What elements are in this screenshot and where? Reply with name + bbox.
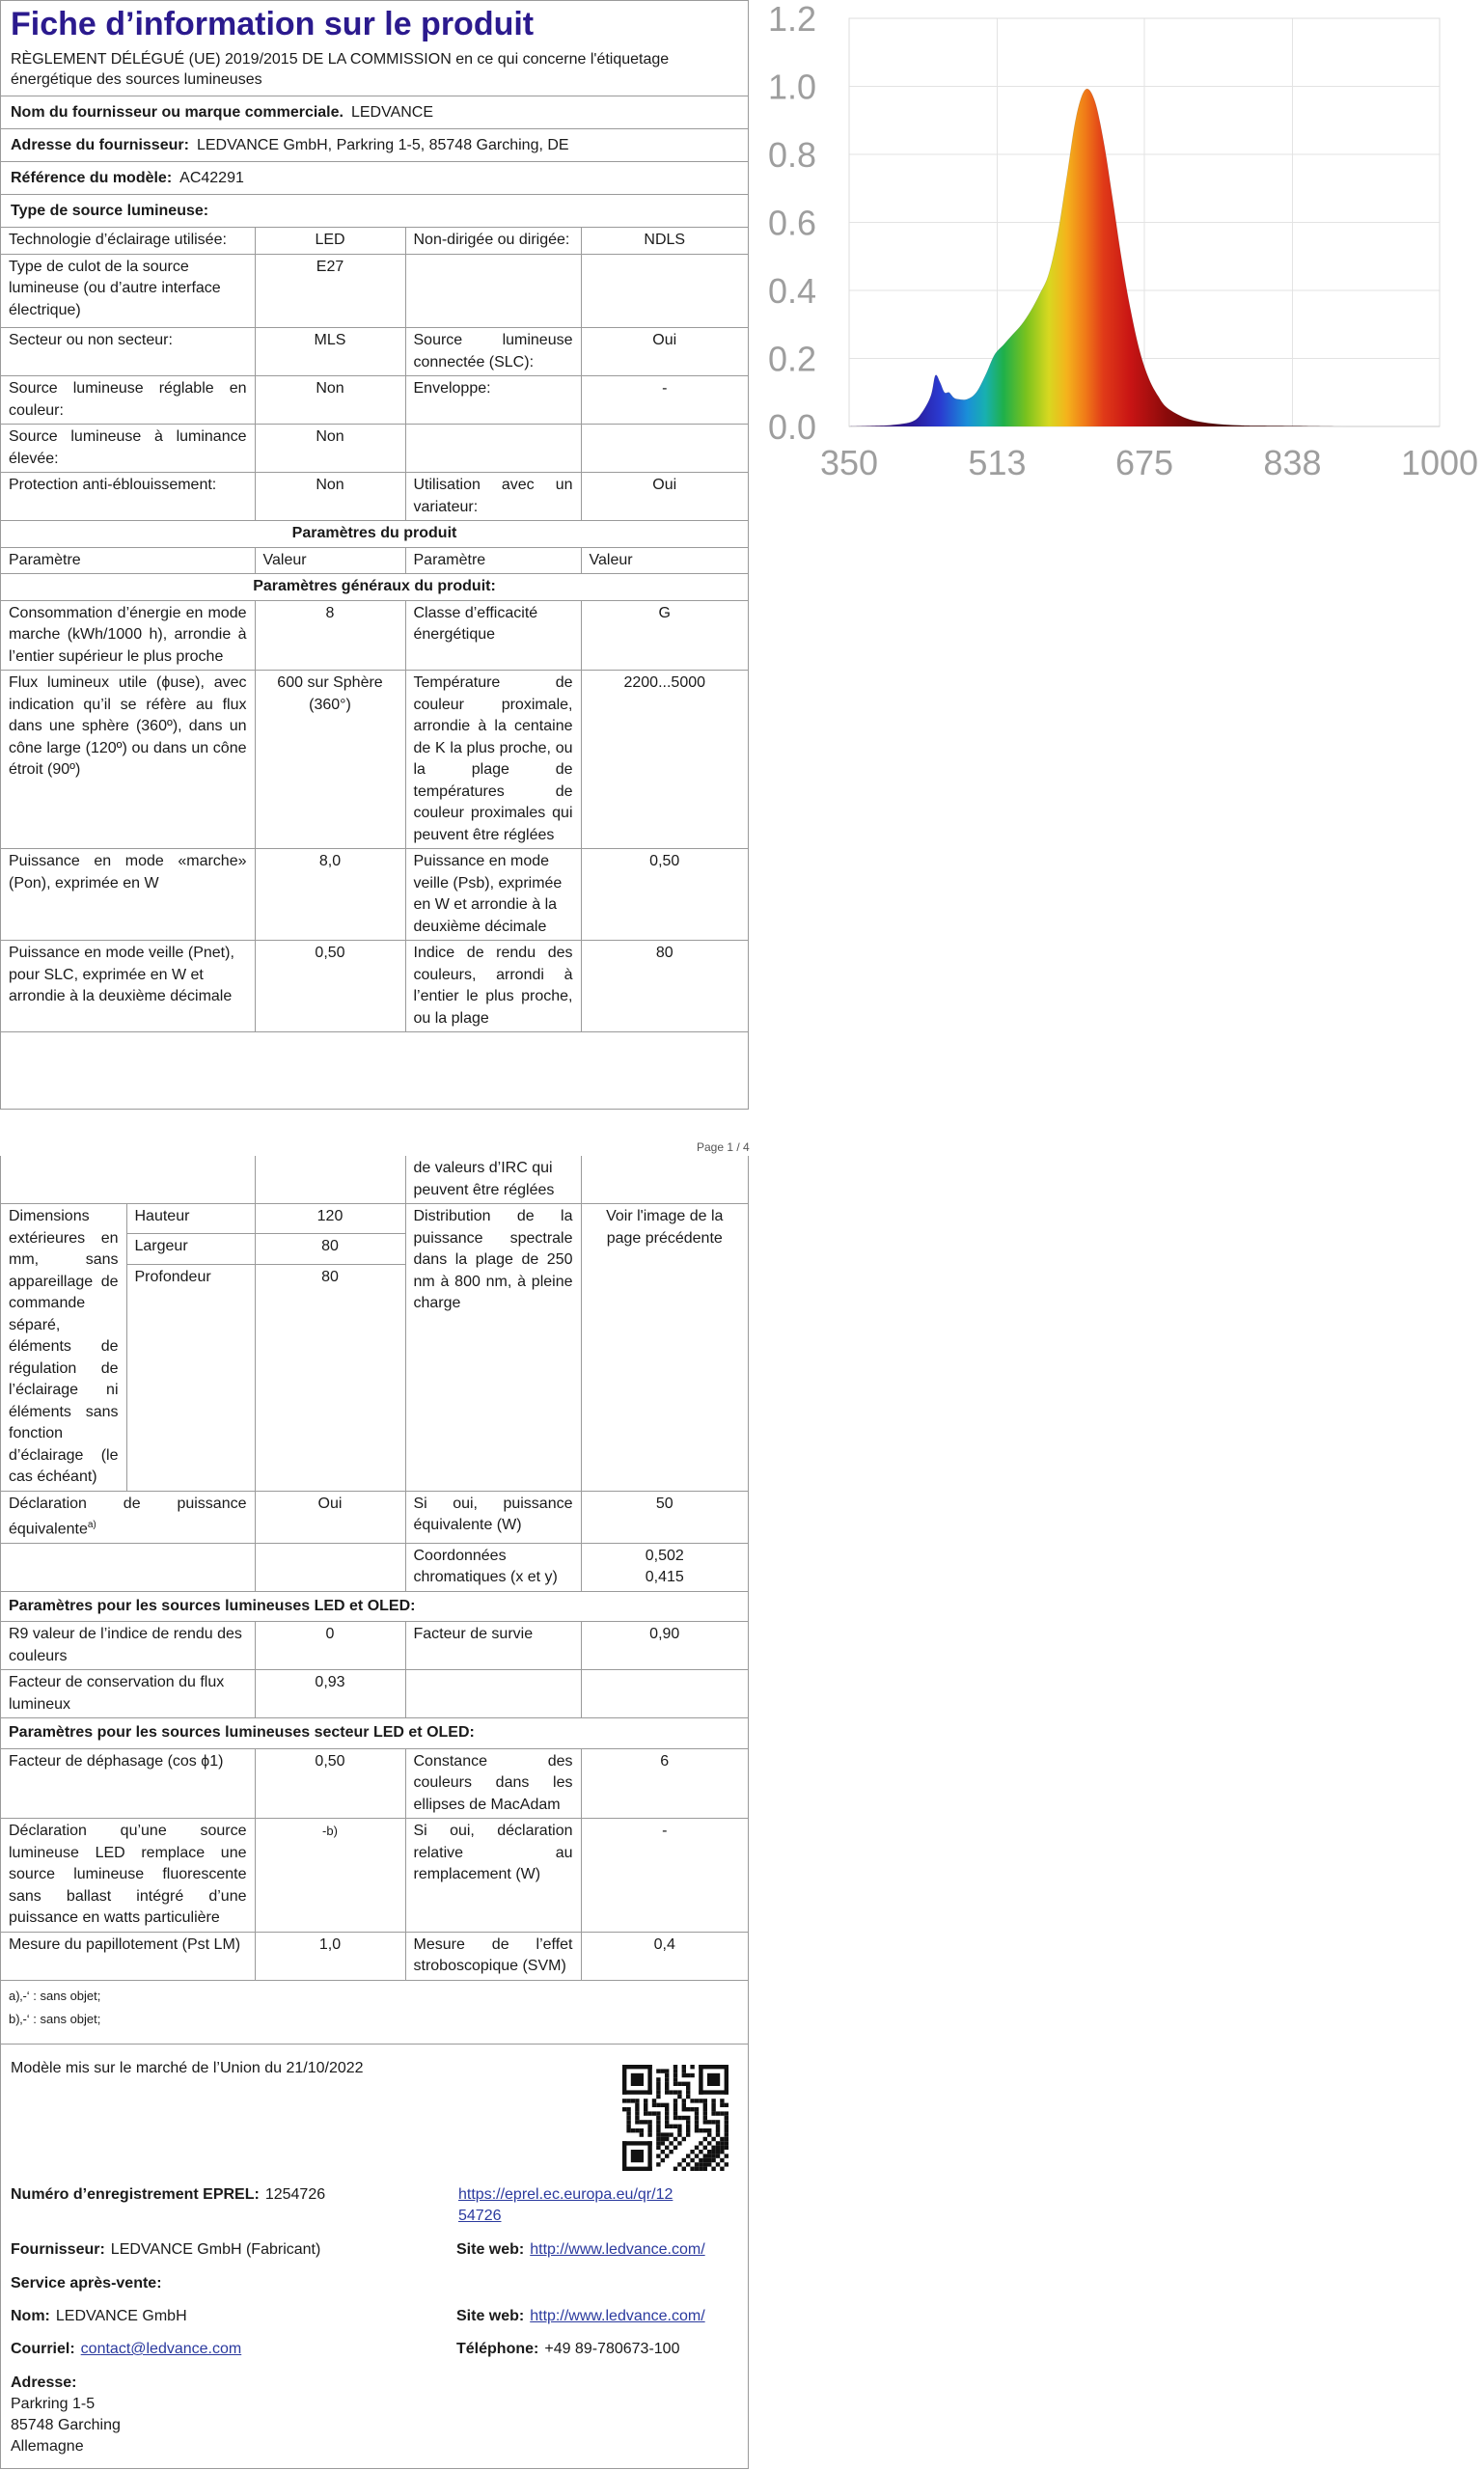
eprel-label: Numéro d’enregistrement EPREL:	[11, 2186, 260, 2203]
cell-label: Type de culot de la source lumineuse (ou d’autre interface électrique)	[1, 254, 255, 328]
regulation-text: RÈGLEMENT DÉLÉGUÉ (UE) 2019/2015 DE LA COMMISSION en ce qui concerne l'étiquetage énergétique des sources lumineuses	[1, 45, 748, 96]
column-header: Paramètre	[1, 547, 255, 574]
table-row	[1, 1718, 748, 1749]
cell-value: 6	[581, 1748, 748, 1819]
equiv-footnote-mark: a)	[87, 1520, 96, 1530]
cell-label: Puissance en mode veille (Pnet), pour SLC, exprimée en W et arrondie à la deuxième décimale	[1, 941, 255, 1032]
column-header: Valeur	[581, 547, 748, 574]
table-row	[1, 521, 748, 548]
cell-value: 1,0	[255, 1932, 405, 1980]
website-link[interactable]: http://www.ledvance.com/	[530, 2241, 705, 2258]
cell-label: Non-dirigée ou dirigée:	[405, 228, 581, 254]
y-tick-label: 0.6	[767, 203, 816, 243]
cell-value: -	[581, 376, 748, 425]
cell-value: 80	[581, 941, 748, 1032]
cell-empty	[255, 1156, 405, 1204]
cell-value: 8,0	[255, 849, 405, 941]
cell-label: Constance des couleurs dans les ellipses de MacAdam	[405, 1748, 581, 1819]
footnote-a: a)‚-‘ : sans objet;	[9, 1988, 101, 2003]
page-1	[0, 0, 749, 1110]
cell-value: 0	[255, 1622, 405, 1670]
equiv-label: Déclaration de puissance équivalente	[9, 1495, 247, 1538]
cell-value: E27	[255, 254, 405, 328]
table-row	[1, 254, 748, 328]
dim-label: Hauteur	[126, 1204, 255, 1234]
website2-link[interactable]: http://www.ledvance.com/	[530, 2308, 705, 2324]
supplier-address-value: LEDVANCE GmbH, Parkring 1-5, 85748 Garching, DE	[196, 137, 569, 153]
eprel-url-line-2[interactable]: 54726	[458, 2208, 502, 2224]
eprel-url-line-1[interactable]: https://eprel.ec.europa.eu/qr/12	[458, 2186, 673, 2203]
y-tick-label: 0.2	[767, 339, 816, 379]
phone-row	[456, 2339, 679, 2360]
table-row	[1, 1622, 748, 1670]
table-row	[1, 1204, 748, 1234]
cell-label: Protection anti-éblouissement:	[1, 473, 255, 521]
chroma-x: 0,502	[645, 1547, 684, 1564]
dim-value: 80	[255, 1264, 405, 1491]
table-row	[1, 425, 748, 473]
table-row	[1, 849, 748, 941]
supplier-address-row	[1, 129, 748, 162]
table-row	[1, 228, 748, 254]
cell-value: 2200...5000	[581, 671, 748, 849]
page-2	[0, 1156, 749, 2469]
chart-grid	[849, 18, 1440, 426]
cell-value: Oui	[581, 473, 748, 521]
cell-value	[581, 254, 748, 328]
table-row	[1, 941, 748, 1032]
cell-value: Non	[255, 425, 405, 473]
address-line: Parkring 1-5	[11, 2396, 96, 2412]
address-block	[11, 2373, 121, 2457]
cell-label: Source lumineuse connectée (SLC):	[405, 328, 581, 376]
table-row	[1, 1156, 748, 1204]
dim-label: Largeur	[126, 1234, 255, 1264]
mains-params-heading: Paramètres pour les sources lumineuses secteur LED et OLED:	[1, 1718, 748, 1749]
service-label: Service après-vente:	[11, 2275, 162, 2292]
cell-label: Enveloppe:	[405, 376, 581, 425]
eprel-value: 1254726	[264, 2186, 326, 2203]
table-row	[1, 473, 748, 521]
website-label: Site web:	[456, 2241, 525, 2258]
cell-value: -	[581, 1819, 748, 1933]
supplier-label: Fournisseur:	[11, 2241, 105, 2258]
cell-empty	[581, 1156, 748, 1204]
page-number: Page 1 / 4	[697, 1140, 750, 1154]
table-row	[1, 1591, 748, 1622]
led-params-heading: Paramètres pour les sources lumineuses LED et OLED:	[1, 1591, 748, 1622]
table-row	[1, 600, 748, 671]
source-type-heading: Type de source lumineuse:	[1, 195, 748, 228]
column-header: Paramètre	[405, 547, 581, 574]
x-tick-label: 838	[1263, 443, 1322, 482]
eprel-row	[11, 2184, 325, 2206]
general-params-heading: Paramètres généraux du produit:	[1, 574, 748, 601]
model-row	[1, 162, 748, 195]
cell-label	[1, 1491, 255, 1543]
cell-value: G	[581, 600, 748, 671]
page-title: Fiche d’information sur le produit	[11, 6, 535, 42]
table-row	[1, 1670, 748, 1718]
phone-label: Téléphone:	[456, 2341, 539, 2357]
table-row	[1, 1748, 748, 1819]
cell-label: Température de couleur proximale, arrondie à la centaine de K la plus proche, ou la plage de températures de couleur proximales qui peuvent être réglées	[405, 671, 581, 849]
model-value: AC42291	[179, 170, 244, 186]
table-row	[1, 376, 748, 425]
cell-value: 600 sur Sphère (360°)	[255, 671, 405, 849]
equiv-power-label: Si oui, puissance équivalente (W)	[405, 1491, 581, 1543]
y-axis-ticks	[768, 0, 816, 447]
cell-label: Classe d’efficacité énergétique	[405, 600, 581, 671]
email-link[interactable]: contact@ledvance.com	[80, 2341, 242, 2357]
y-tick-label: 0.4	[767, 271, 816, 311]
email-row	[11, 2339, 241, 2360]
equiv-value: Oui	[255, 1491, 405, 1543]
cell-label: Facteur de déphasage (cos ϕ1)	[1, 1748, 255, 1819]
supplier-name-value: LEDVANCE	[350, 104, 434, 121]
cell-value: 0,50	[255, 941, 405, 1032]
cell-label: Si oui, déclaration relative au remplacement (W)	[405, 1819, 581, 1933]
website2-row	[456, 2306, 705, 2327]
x-tick-label: 513	[968, 443, 1027, 482]
cell-label: Mesure de l’effet stroboscopique (SVM)	[405, 1932, 581, 1980]
dimensions-label: Dimensions extérieures en mm, sans appareillage de commande séparé, éléments de régulation de l’éclairage ni éléments sans fonction d’éclairage (le cas échéant)	[1, 1204, 126, 1492]
table-row	[1, 1819, 748, 1933]
x-tick-label: 1000	[1400, 443, 1479, 482]
cell-value: Oui	[581, 328, 748, 376]
supplier-address-label: Adresse du fournisseur:	[11, 137, 189, 153]
cell-empty	[255, 1543, 405, 1591]
table-header-row	[1, 547, 748, 574]
table-row	[1, 1932, 748, 1980]
cell-empty	[1, 1156, 255, 1204]
cell-label: Puissance en mode veille (Psb), exprimée en W et arrondie à la deuxième décimale	[405, 849, 581, 941]
cell-label: Mesure du papillotement (Pst LM)	[1, 1932, 255, 1980]
address-label: Adresse:	[11, 2374, 77, 2391]
equiv-power-value: 50	[581, 1491, 748, 1543]
market-text: Modèle mis sur le marché de l’Union du 21/10/2022	[11, 2060, 364, 2076]
x-axis-ticks	[820, 443, 1478, 482]
dim-value: 80	[255, 1234, 405, 1264]
cell-label: Utilisation avec un variateur:	[405, 473, 581, 521]
chroma-label: Coordonnées chromatiques (x et y)	[405, 1543, 581, 1591]
cell-value	[581, 425, 748, 473]
service-heading	[11, 2273, 168, 2294]
cell-value: 0,50	[255, 1748, 405, 1819]
cell-value: LED	[255, 228, 405, 254]
website-row	[456, 2239, 705, 2261]
cell-label: Flux lumineux utile (ϕuse), avec indication qu’il se réfère au flux dans une sphère (360º), dans un cône large (120º) ou dans un cône étroit (90º)	[1, 671, 255, 849]
dim-value: 120	[255, 1204, 405, 1234]
column-header: Valeur	[255, 547, 405, 574]
y-tick-label: 0.8	[767, 135, 816, 175]
spd-label: Distribution de la puissance spectrale dans la plage de 250 nm à 800 nm, à pleine charge	[405, 1204, 581, 1492]
address-line: Allemagne	[11, 2438, 84, 2455]
spectral-distribution-chart	[753, 0, 1484, 502]
cell-value: Non	[255, 473, 405, 521]
contact-name-value: LEDVANCE GmbH	[55, 2308, 187, 2324]
qr-code-icon	[622, 2065, 728, 2171]
cell-label: Facteur de survie	[405, 1622, 581, 1670]
y-tick-label: 1.0	[767, 67, 816, 107]
supplier-value: LEDVANCE GmbH (Fabricant)	[110, 2241, 321, 2258]
cell-label	[405, 1670, 581, 1718]
cell-label: Indice de rendu des couleurs, arrondi à l’entier le plus proche, ou la plage	[405, 941, 581, 1032]
cell-value: NDLS	[581, 228, 748, 254]
cell-empty	[1, 1543, 255, 1591]
footnote-b: b)‚-‘ : sans objet;	[9, 2011, 101, 2026]
cell-value: MLS	[255, 328, 405, 376]
cell-label: R9 valeur de l’indice de rendu des couleurs	[1, 1622, 255, 1670]
cell-label	[405, 254, 581, 328]
table-row	[1, 1543, 748, 1591]
cell-value: Non	[255, 376, 405, 425]
cell-value: -b)	[255, 1819, 405, 1933]
contact-name-row	[11, 2306, 187, 2327]
cell-label: de valeurs d’IRC qui peuvent être réglées	[405, 1156, 581, 1204]
chroma-value	[581, 1543, 748, 1591]
cell-label: Déclaration qu’une source lumineuse LED remplace une source lumineuse fluorescente sans ballast intégré d’une puissance en watts particulière	[1, 1819, 255, 1933]
cell-value: 0,50	[581, 849, 748, 941]
supplier-name-label: Nom du fournisseur ou marque commerciale.	[11, 104, 344, 121]
cell-label: Consommation d’énergie en mode marche (kWh/1000 h), arrondie à l’entier supérieur le plus proche	[1, 600, 255, 671]
website2-label: Site web:	[456, 2308, 525, 2324]
table-row	[1, 671, 748, 849]
cell-value: 8	[255, 600, 405, 671]
y-tick-label: 1.2	[767, 0, 816, 39]
cell-label	[405, 425, 581, 473]
source-type-table	[1, 228, 748, 1032]
cell-label: Facteur de conservation du flux lumineux	[1, 1670, 255, 1718]
model-label: Référence du modèle:	[11, 170, 173, 186]
spd-value: Voir l'image de la page précédente	[581, 1204, 748, 1492]
cell-label: Secteur ou non secteur:	[1, 328, 255, 376]
cell-label: Source lumineuse réglable en couleur:	[1, 376, 255, 425]
x-tick-label: 350	[819, 443, 879, 482]
table-row	[1, 328, 748, 376]
chroma-y: 0,415	[645, 1569, 684, 1586]
cell-value: 0,90	[581, 1622, 748, 1670]
address-line: 85748 Garching	[11, 2417, 121, 2433]
supplier-name-row	[1, 96, 748, 129]
dim-label: Profondeur	[126, 1264, 255, 1491]
phone-value: +49 89-780673-100	[544, 2341, 680, 2357]
table-row	[1, 574, 748, 601]
cell-label: Technologie d’éclairage utilisée:	[1, 228, 255, 254]
supplier-row	[11, 2239, 320, 2261]
cell-label: Puissance en mode «marche» (Pon), exprimée en W	[1, 849, 255, 941]
cell-value: 0,4	[581, 1932, 748, 1980]
eprel-link[interactable]	[458, 2184, 673, 2227]
email-label: Courriel:	[11, 2341, 75, 2357]
product-params-heading: Paramètres du produit	[1, 521, 748, 548]
cell-label: Source lumineuse à luminance élevée:	[1, 425, 255, 473]
contact-name-label: Nom:	[11, 2308, 50, 2324]
table-row	[1, 1491, 748, 1543]
product-params-table-continued	[1, 1156, 748, 1981]
cell-value	[581, 1670, 748, 1718]
x-tick-label: 675	[1114, 443, 1174, 482]
cell-value: 0,93	[255, 1670, 405, 1718]
y-tick-label: 0.0	[767, 407, 816, 447]
